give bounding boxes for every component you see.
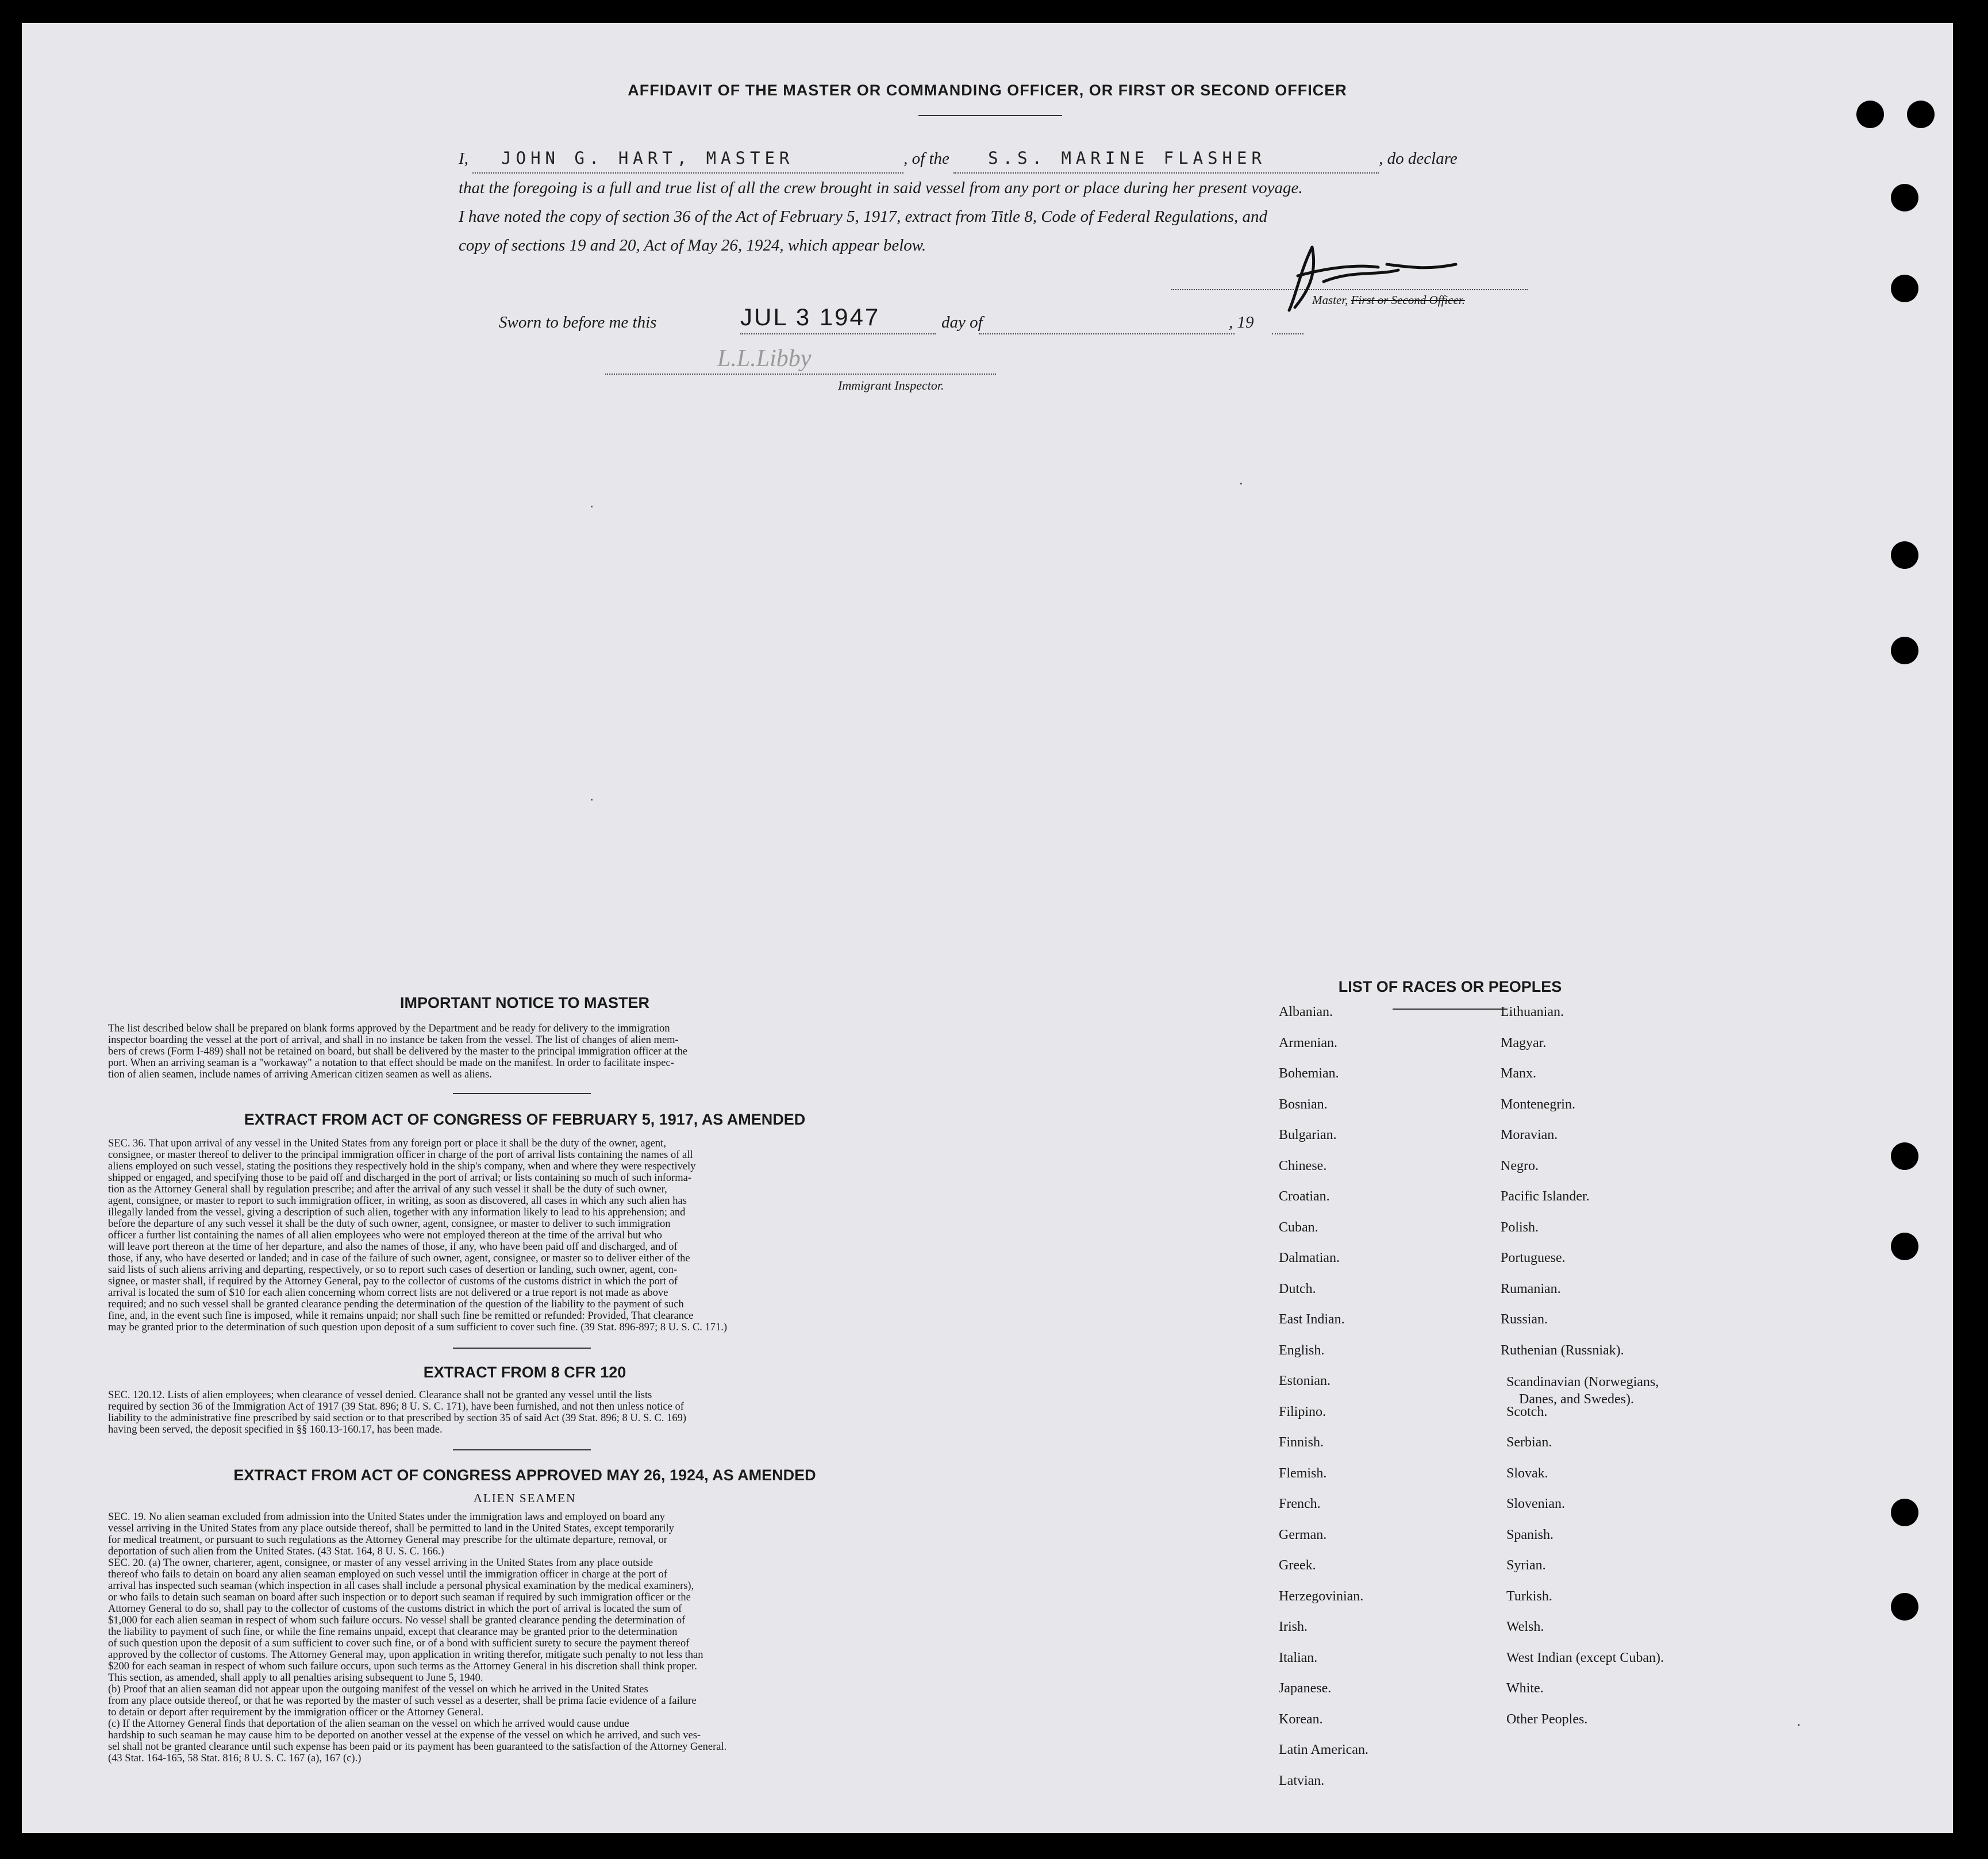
race-item: Russian. <box>1501 1312 1548 1327</box>
extract-1917-line: those, if any, who have deserted or landed; and in case of the failure of such owner, agent, consignee, or master so to deliver either of the <box>108 1253 690 1264</box>
race-item: East Indian. <box>1279 1312 1345 1327</box>
race-item: Dalmatian. <box>1279 1250 1340 1265</box>
affidavit-title: AFFIDAVIT OF THE MASTER OR COMMANDING OFFICER, OR FIRST OR SECOND OFFICER <box>628 82 1347 99</box>
extract-1924-line: vessel arriving in the United States from any place outside thereof, shall be permitted to land in the United States, except temporarily <box>108 1523 674 1534</box>
punch-hole <box>1891 275 1918 302</box>
scan-speck <box>1240 483 1242 484</box>
sworn-year-line <box>1272 333 1303 334</box>
race-item: Slovak. <box>1506 1465 1548 1481</box>
race-item: Italian. <box>1279 1650 1318 1665</box>
race-item: Herzegovinian. <box>1279 1588 1364 1604</box>
extract-1924-line: from any place outside thereof, or that he was reported by the master of such vessel as a deserter, shall be prima facie evidence of a failure <box>108 1695 697 1707</box>
race-item: Spanish. <box>1506 1527 1554 1542</box>
inspector-signature-line <box>605 374 996 375</box>
race-item: English. <box>1279 1342 1325 1358</box>
race-item: Armenian. <box>1279 1035 1337 1050</box>
race-item: Danes, and Swedes). <box>1519 1392 1634 1407</box>
race-item: Dutch. <box>1279 1281 1316 1296</box>
notice-heading: IMPORTANT NOTICE TO MASTER <box>400 994 649 1011</box>
race-item: Rumanian. <box>1501 1281 1561 1296</box>
extract-1924-line: (c) If the Attorney General finds that deportation of the alien seaman on the vessel on which he arrived would cause undue <box>108 1718 629 1730</box>
inspector-signature: L.L.Libby <box>717 345 812 372</box>
scan-speck <box>591 799 593 800</box>
document-page <box>22 23 1953 1833</box>
notice-body <box>108 1023 959 1080</box>
punch-hole <box>1891 1593 1918 1621</box>
extract-1924-line: $1,000 for each alien seaman in respect of whom such failure occurs. No vessel shall be granted clearance pending the determination of <box>108 1615 686 1626</box>
extract-1924-heading: EXTRACT FROM ACT OF CONGRESS APPROVED MAY 26, 1924, AS AMENDED <box>233 1467 816 1484</box>
extract-1917-body <box>108 1138 959 1333</box>
extract-1917-line: fine, and, in the event such fine is imposed, while it remains unpaid; nor shall such fine be remitted or refunded: Provided, That clearance <box>108 1310 694 1322</box>
race-item: Japanese. <box>1279 1681 1332 1696</box>
sworn-prefix: Sworn to before me this <box>499 313 657 332</box>
extract-1924-line: thereof who fails to detain on board any alien seaman employed on such vessel until the immigration officer in charge at the port of <box>108 1569 667 1580</box>
race-item: Korean. <box>1279 1711 1323 1727</box>
race-item: Turkish. <box>1506 1588 1552 1604</box>
race-item: French. <box>1279 1496 1321 1511</box>
race-item: Lithuanian. <box>1501 1004 1564 1019</box>
race-item: Polish. <box>1501 1219 1539 1235</box>
extract-1924-line: This section, as amended, shall apply to all penalties arising subsequent to June 5, 1940. <box>108 1672 483 1684</box>
extract-1917-line: officer a further list containing the names of all alien employees who were not employed thereon at the time of the arrival but who <box>108 1230 662 1241</box>
declaration-suffix: , do declare <box>1379 149 1458 168</box>
extract-1917-line: agent, consignee, or master to report to such immigration officer, in writing, as soon as discovered, all cases in which any such alien has <box>108 1195 687 1207</box>
race-item: Scotch. <box>1506 1404 1548 1419</box>
extract-1924-line: the liability to payment of such fine, or while the fine remains unpaid, except that clearance may be granted prior to the determination <box>108 1626 678 1638</box>
scan-speck <box>591 506 593 507</box>
race-item: Filipino. <box>1279 1404 1326 1419</box>
notice-line: tion of alien seamen, include names of arriving American citizen seamen as well as aliens. <box>108 1069 492 1080</box>
extract-1924-line: (b) Proof that an alien seaman did not appear upon the outgoing manifest of the vessel on which he arrived in the United States <box>108 1684 648 1695</box>
extract-1924-line: sel shall not be granted clearance until such expense has been paid or its payment has been guaranteed to the satisfaction of the Attorney General. <box>108 1741 727 1753</box>
notice-line: inspector boarding the vessel at the port of arrival, and shall in no instance be taken from the vessel. The list of changes of alien mem- <box>108 1034 679 1046</box>
extract-1917-line: before the departure of any such vessel it shall be the duty of such owner, agent, consignee, or master to deliver to such immigration <box>108 1218 671 1230</box>
extract-1924-subheading: ALIEN SEAMEN <box>473 1491 576 1505</box>
race-item: Serbian. <box>1506 1435 1552 1450</box>
race-item: Manx. <box>1501 1066 1536 1081</box>
notice-line: port. When an arriving seaman is a "workaway" a notation to that effect should be made on the manifest. In order to facilitate inspec- <box>108 1057 674 1069</box>
extract-1924-line: arrival has inspected such seaman (which inspection in all cases shall include a personal physical examination by the medical examiners), <box>108 1580 694 1592</box>
vessel-name-field: S.S. MARINE FLASHER <box>953 144 1379 174</box>
notice-rule <box>453 1093 591 1094</box>
race-item: West Indian (except Cuban). <box>1506 1650 1664 1665</box>
race-item: Negro. <box>1501 1158 1539 1173</box>
sworn-date-stamp: JUL 3 1947 <box>740 303 880 330</box>
extract-1917-line: signee, or master shall, if required by the Attorney General, pay to the collector of customs of the customs district in which the port of <box>108 1276 678 1287</box>
race-item: Syrian. <box>1506 1558 1546 1573</box>
extract-1924-line: hardship to such seaman he may cause him to be deported on another vessel at the expense of the vessel on which he arrived, and such ves- <box>108 1730 701 1741</box>
master-name-field: JOHN G. HART, MASTER <box>472 144 903 174</box>
punch-hole <box>1891 541 1918 569</box>
extract-1924-line: approved by the collector of customs. The Attorney General may, upon application in writing therefor, mitigate such penalty to not less than <box>108 1649 703 1661</box>
declaration-line-3: I have noted the copy of section 36 of the Act of February 5, 1917, extract from Title 8, Code of Federal Regulations, and <box>459 207 1268 226</box>
race-item: Ruthenian (Russniak). <box>1501 1342 1624 1358</box>
extract-1917-line: shipped or engaged, and specifying those to be paid off and discharged in the port of arrival; or lists containing so much of such informa- <box>108 1172 692 1184</box>
extract-1924-line: $200 for each seaman in respect of whom such failure occurs, upon such terms as the Attorney General in his discretion shall think proper. <box>108 1661 697 1672</box>
race-item: Welsh. <box>1506 1619 1544 1634</box>
race-item: Montenegrin. <box>1501 1096 1575 1112</box>
extract-1917-line: will leave port thereon at the time of her departure, and also the names of those, if any, who have been paid off and discharged, and of <box>108 1241 678 1253</box>
punch-hole <box>1891 637 1918 664</box>
extract-1917-line: required; and no such vessel shall be granted clearance pending the determination of the question of the liability to the payment of such <box>108 1299 684 1310</box>
extract-1917-line: illegally landed from the vessel, giving a description of such alien, together with any information likely to lead to his apprehension; and <box>108 1207 686 1218</box>
sworn-date-line <box>740 333 936 334</box>
sworn-day-of: day of <box>941 313 983 332</box>
extract-1924-body <box>108 1511 959 1764</box>
race-item: Scandinavian (Norwegians, <box>1506 1375 1659 1390</box>
extract-1924-line: to detain or deport after requirement by the immigration officer or the Attorney General. <box>108 1707 484 1718</box>
extract-1917-line: said lists of such aliens arriving and departing, respectively, or so to report such cases of desertion or landing, such owner, agent, con- <box>108 1264 678 1276</box>
extract-1917-line: may be granted prior to the determination of such question upon deposit of a sum sufficient to cover such fine. (39 Stat. 896-897; 8 U. S. C. 171.) <box>108 1322 728 1333</box>
extract-1917-heading: EXTRACT FROM ACT OF CONGRESS OF FEBRUARY 5, 1917, AS AMENDED <box>244 1111 806 1128</box>
punch-hole <box>1891 1499 1918 1526</box>
declaration-prefix: I, <box>459 149 468 168</box>
race-item: Bulgarian. <box>1279 1127 1337 1142</box>
race-item: Slovenian. <box>1506 1496 1565 1511</box>
race-item: White. <box>1506 1681 1544 1696</box>
extract-1917-rule <box>453 1348 591 1349</box>
extract-cfr-body <box>108 1390 959 1435</box>
race-item: Portuguese. <box>1501 1250 1566 1265</box>
extract-1924-line: SEC. 20. (a) The owner, charterer, agent, consignee, or master of any vessel arriving in the United States from any place outside <box>108 1557 653 1569</box>
title-rule <box>918 115 1062 116</box>
signer-title <box>1312 293 1465 307</box>
extract-1917-line: aliens employed on such vessel, stating the positions they respectively hold in the ship's company, when and where they were respectively <box>108 1161 696 1172</box>
punch-hole <box>1907 101 1935 128</box>
sworn-year: , 19 <box>1229 313 1254 332</box>
punch-hole <box>1891 1142 1918 1170</box>
inspector-label: Immigrant Inspector. <box>838 378 944 392</box>
race-item: Latvian. <box>1279 1773 1325 1788</box>
race-item: German. <box>1279 1527 1327 1542</box>
declaration-line-4: copy of sections 19 and 20, Act of May 26, 1924, which appear below. <box>459 236 926 255</box>
scan-speck <box>1798 1724 1799 1726</box>
race-item: Bohemian. <box>1279 1066 1339 1081</box>
extract-1917-line: consignee, or master thereof to deliver to the principal immigration officer in charge of the port of arrival lists containing the names of all <box>108 1149 693 1161</box>
sworn-month-line <box>979 333 1235 334</box>
races-heading: LIST OF RACES OR PEOPLES <box>1338 978 1562 995</box>
signer-title-struck: First or Second Officer. <box>1351 293 1465 307</box>
extract-cfr-line: having been served, the deposit specified in §§ 160.13-160.17, has been made. <box>108 1424 443 1435</box>
declaration-mid: , of the <box>903 149 949 168</box>
extract-1917-line: SEC. 36. That upon arrival of any vessel in the United States from any foreign port or place it shall be the duty of the owner, agent, <box>108 1138 666 1149</box>
extract-1917-line: arrival is located the sum of $10 for each alien concerning whom correct lists are not delivered or a true report is not made as above <box>108 1287 668 1299</box>
race-item: Chinese. <box>1279 1158 1327 1173</box>
race-item: Estonian. <box>1279 1373 1331 1388</box>
race-item: Bosnian. <box>1279 1096 1328 1112</box>
race-item: Cuban. <box>1279 1219 1318 1235</box>
extract-1924-line: or who fails to detain such seaman on board after such inspection or to deport such seaman if required by such immigration officer or the <box>108 1592 691 1603</box>
punch-hole <box>1856 101 1884 128</box>
signer-title-master: Master, <box>1312 293 1348 307</box>
extract-1924-line: deportation of such alien from the United States. (43 Stat. 164, 8 U. S. C. 166.) <box>108 1546 444 1557</box>
race-item: Greek. <box>1279 1558 1316 1573</box>
extract-cfr-line: required by section 36 of the Immigration Act of 1917 (39 Stat. 896; 8 U. S. C. 171), have been furnished, and not then unless notice of <box>108 1401 684 1412</box>
punch-hole <box>1891 184 1918 211</box>
extract-cfr-rule <box>453 1449 591 1450</box>
race-item: Latin American. <box>1279 1742 1368 1757</box>
extract-1924-line: for medical treatment, or pursuant to such regulations as the Attorney General may prescribe for the ultimate departure, removal, or <box>108 1534 667 1546</box>
race-item: Irish. <box>1279 1619 1308 1634</box>
races-rule <box>1393 1009 1508 1010</box>
declaration-line-1 <box>459 144 1562 174</box>
notice-line: The list described below shall be prepared on blank forms approved by the Department and be ready for delivery to the immigration <box>108 1023 670 1034</box>
declaration-line-2: that the foregoing is a full and true list of all the crew brought in said vessel from any port or place during her present voyage. <box>459 179 1303 197</box>
race-item: Moravian. <box>1501 1127 1558 1142</box>
race-item: Pacific Islander. <box>1501 1189 1590 1204</box>
notice-line: bers of crews (Form I-489) shall not be retained on board, but shall be delivered by the master to the principal immigration officer at the <box>108 1046 688 1057</box>
extract-1924-line: (43 Stat. 164-165, 58 Stat. 816; 8 U. S. C. 167 (a), 167 (c).) <box>108 1753 362 1764</box>
race-item: Finnish. <box>1279 1435 1324 1450</box>
extract-cfr-line: SEC. 120.12. Lists of alien employees; when clearance of vessel denied. Clearance shall not be granted any vessel until the lists <box>108 1390 652 1401</box>
race-item: Croatian. <box>1279 1189 1330 1204</box>
extract-1924-line: Attorney General to do so, shall pay to the collector of customs of the customs district in which the port of arrival is located the sum of <box>108 1603 682 1615</box>
extract-cfr-line: liability to the administrative fine prescribed by said section or to that prescribed by section 35 of said Act (39 Stat. 896; 8 U. S. C. 169) <box>108 1412 687 1424</box>
extract-1924-line: of such question upon the deposit of a sum sufficient to cover such fine, or of a bond with sufficient surety to secure the payment thereof <box>108 1638 690 1649</box>
race-item: Other Peoples. <box>1506 1711 1588 1727</box>
extract-1924-line: SEC. 19. No alien seaman excluded from admission into the United States under the immigration laws and employed on board any <box>108 1511 665 1523</box>
race-item: Magyar. <box>1501 1035 1547 1050</box>
race-item: Flemish. <box>1279 1465 1327 1481</box>
extract-cfr-heading: EXTRACT FROM 8 CFR 120 <box>423 1364 626 1381</box>
punch-hole <box>1891 1233 1918 1260</box>
extract-1917-line: tion as the Attorney General shall by regulation prescribe; and after the arrival of any such vessel it shall be the duty of such owner, <box>108 1184 667 1195</box>
race-item: Albanian. <box>1279 1004 1333 1019</box>
